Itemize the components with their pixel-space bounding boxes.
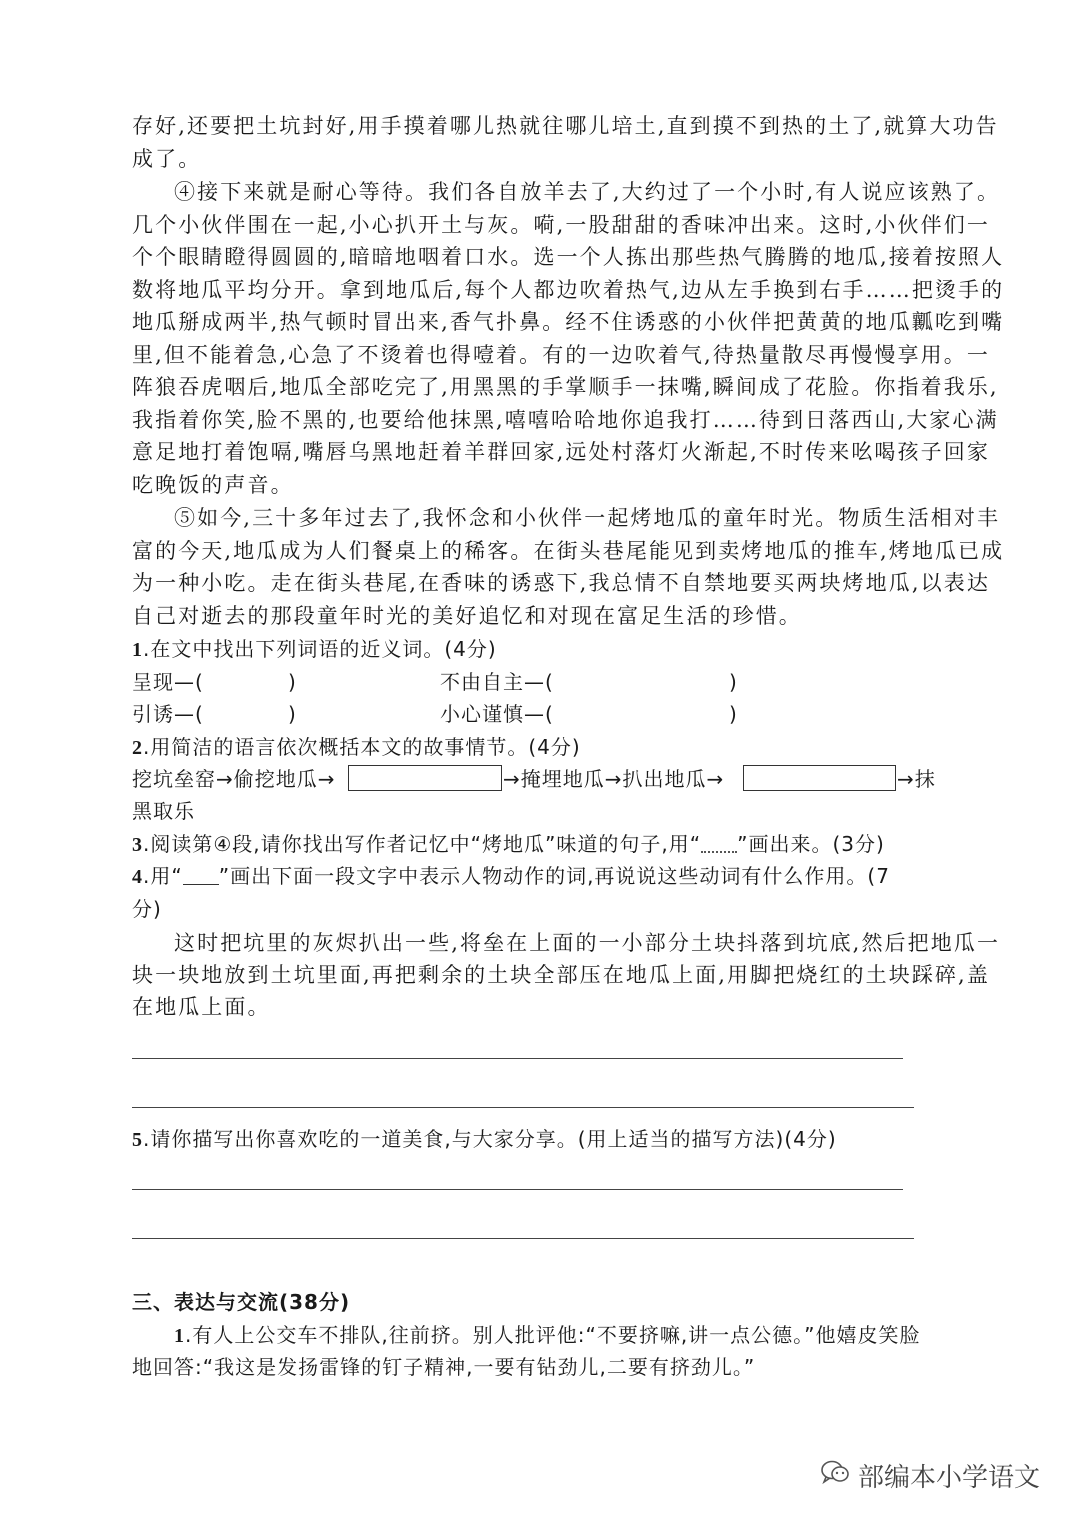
- synonym-close: ): [729, 702, 738, 726]
- section3-question-1: [174, 1321, 921, 1350]
- passage-line: 自己对逝去的那段童年时光的美好追忆和对现在富足生活的珍惜。: [132, 604, 802, 628]
- passage-line: 富的今天,地瓜成为人们餐桌上的稀客。在街头巷尾能见到卖烤地瓜的推车,烤地瓜已成: [132, 539, 1005, 563]
- question-4-score: 分): [132, 897, 162, 921]
- question-text: ”画出下面一段文字中表示人物动作的词,再说说这些动词有什么作用。(7: [218, 864, 890, 888]
- question-text: .在文中找出下列词语的近义词。(4分): [143, 637, 497, 661]
- wechat-icon: [820, 1459, 850, 1492]
- question-number: 1: [174, 1325, 185, 1347]
- question-3: [132, 830, 885, 859]
- synonym-close: ): [729, 670, 738, 694]
- synonym-close: ): [288, 670, 297, 694]
- quote-line: 块一块地放到土坑里面,再把剩余的土块全部压在地瓜上面,用脚把烧红的土块踩碎,盖: [132, 963, 990, 987]
- plot-flow-b: →掩埋地瓜→扒出地瓜→: [503, 767, 725, 791]
- section-title: 三、表达与交流(38分): [132, 1290, 351, 1314]
- passage-line: 存好,还要把土坑封好,用手摸着哪儿热就往哪儿培土,直到摸不到热的土了,就算大功告: [132, 114, 999, 138]
- passage-line: 成了。: [132, 147, 202, 171]
- question-number: 3: [132, 834, 143, 856]
- passage-line: 里,但不能着急,心急了不烫着也得噎着。有的一边吹着气,待热量散尽再慢慢享用。一: [132, 343, 990, 367]
- passage-line: ⑤如今,三十多年过去了,我怀念和小伙伴一起烤地瓜的童年时光。物质生活相对丰: [174, 506, 1001, 530]
- question-text: .用简洁的语言依次概括本文的故事情节。(4分): [143, 735, 581, 759]
- question-4: [132, 862, 890, 891]
- question-1: [132, 635, 497, 664]
- plot-flow-a: 挖坑垒窑→偷挖地瓜→: [132, 767, 336, 791]
- section3-question-1-cont: 地回答:“我这是发扬雷锋的钉子精神,一要有钻劲儿,二要有挤劲儿。”: [132, 1355, 756, 1379]
- synonym-close: ): [288, 702, 297, 726]
- answer-line[interactable]: [132, 1058, 903, 1059]
- straight-underline-mark: [183, 866, 219, 885]
- synonym-item[interactable]: [132, 668, 204, 696]
- plot-answer-box-2[interactable]: [743, 765, 896, 791]
- plot-flow-c: →抹: [897, 767, 936, 791]
- synonym-item[interactable]: [440, 700, 554, 728]
- question-number: 4: [132, 866, 143, 888]
- passage-line: 我指着你笑,脸不黑的,也要给他抹黑,嘻嘻哈哈地你追我打……待到日落西山,大家心满: [132, 408, 999, 432]
- synonym-word: 呈现—(: [132, 670, 204, 694]
- question-number: 1: [132, 639, 143, 661]
- synonym-item[interactable]: [132, 700, 204, 728]
- question-text: ”画出来。(3分): [737, 832, 885, 856]
- answer-line[interactable]: [132, 1189, 903, 1190]
- answer-line[interactable]: [132, 1107, 914, 1108]
- quote-line: 在地瓜上面。: [132, 995, 271, 1019]
- quote-line: 这时把坑里的灰烬扒出一些,将垒在上面的一小部分土块抖落到坑底,然后把地瓜一: [174, 931, 1001, 955]
- wavy-underline-mark: [701, 841, 737, 853]
- passage-line: 阵狼吞虎咽后,地瓜全部吃完了,用黑黑的手掌顺手一抹嘴,瞬间成了花脸。你指着我乐,: [132, 375, 999, 399]
- question-text: .请你描写出你喜欢吃的一道美食,与大家分享。(用上适当的描写方法)(4分): [143, 1127, 837, 1151]
- question-text: .阅读第④段,请你找出写作者记忆中“烤地瓜”味道的句子,用“: [143, 832, 702, 856]
- watermark: [820, 1455, 1040, 1495]
- synonym-word: 小心谨慎—(: [440, 702, 554, 726]
- plot-flow-d: 黑取乐: [132, 799, 195, 823]
- passage-line: 地瓜掰成两半,热气顿时冒出来,香气扑鼻。经不住诱惑的小伙伴把黄黄的地瓜瓤吃到嘴: [132, 310, 1005, 334]
- synonym-word: 不由自主—(: [440, 670, 554, 694]
- passage-line: 意足地打着饱嗝,嘴唇乌黑地赶着羊群回家,远处村落灯火渐起,不时传来吆喝孩子回家: [132, 440, 990, 464]
- passage-line: 个个眼睛瞪得圆圆的,暗暗地咽着口水。选一个人拣出那些热气腾腾的地瓜,接着按照人: [132, 245, 1005, 269]
- question-2: [132, 733, 581, 762]
- passage-line: 数将地瓜平均分开。拿到地瓜后,每个人都边吹着热气,边从左手换到右手……把烫手的: [132, 278, 1005, 302]
- question-number: 5: [132, 1129, 143, 1151]
- answer-line[interactable]: [132, 1238, 914, 1239]
- synonym-item[interactable]: [440, 668, 554, 696]
- question-text: .有人上公交车不排队,往前挤。别人批评他:“不要挤嘛,讲一点公德。”他嬉皮笑脸: [185, 1323, 921, 1347]
- passage-line: 几个小伙伴围在一起,小心扒开土与灰。嗬,一股甜甜的香味冲出来。这时,小伙伴们一: [132, 213, 990, 237]
- question-text: .用“: [143, 864, 183, 888]
- question-number: 2: [132, 737, 143, 759]
- plot-answer-box-1[interactable]: [348, 765, 502, 791]
- watermark-text: 部编本小学语文: [858, 1462, 1041, 1493]
- passage-line: 吃晚饭的声音。: [132, 473, 294, 497]
- passage-line: 为一种小吃。走在街头巷尾,在香味的诱惑下,我总情不自禁地要买两块烤地瓜,以表达: [132, 571, 990, 595]
- synonym-word: 引诱—(: [132, 702, 204, 726]
- question-5: [132, 1125, 837, 1154]
- passage-line: ④接下来就是耐心等待。我们各自放羊去了,大约过了一个小时,有人说应该熟了。: [174, 180, 1001, 204]
